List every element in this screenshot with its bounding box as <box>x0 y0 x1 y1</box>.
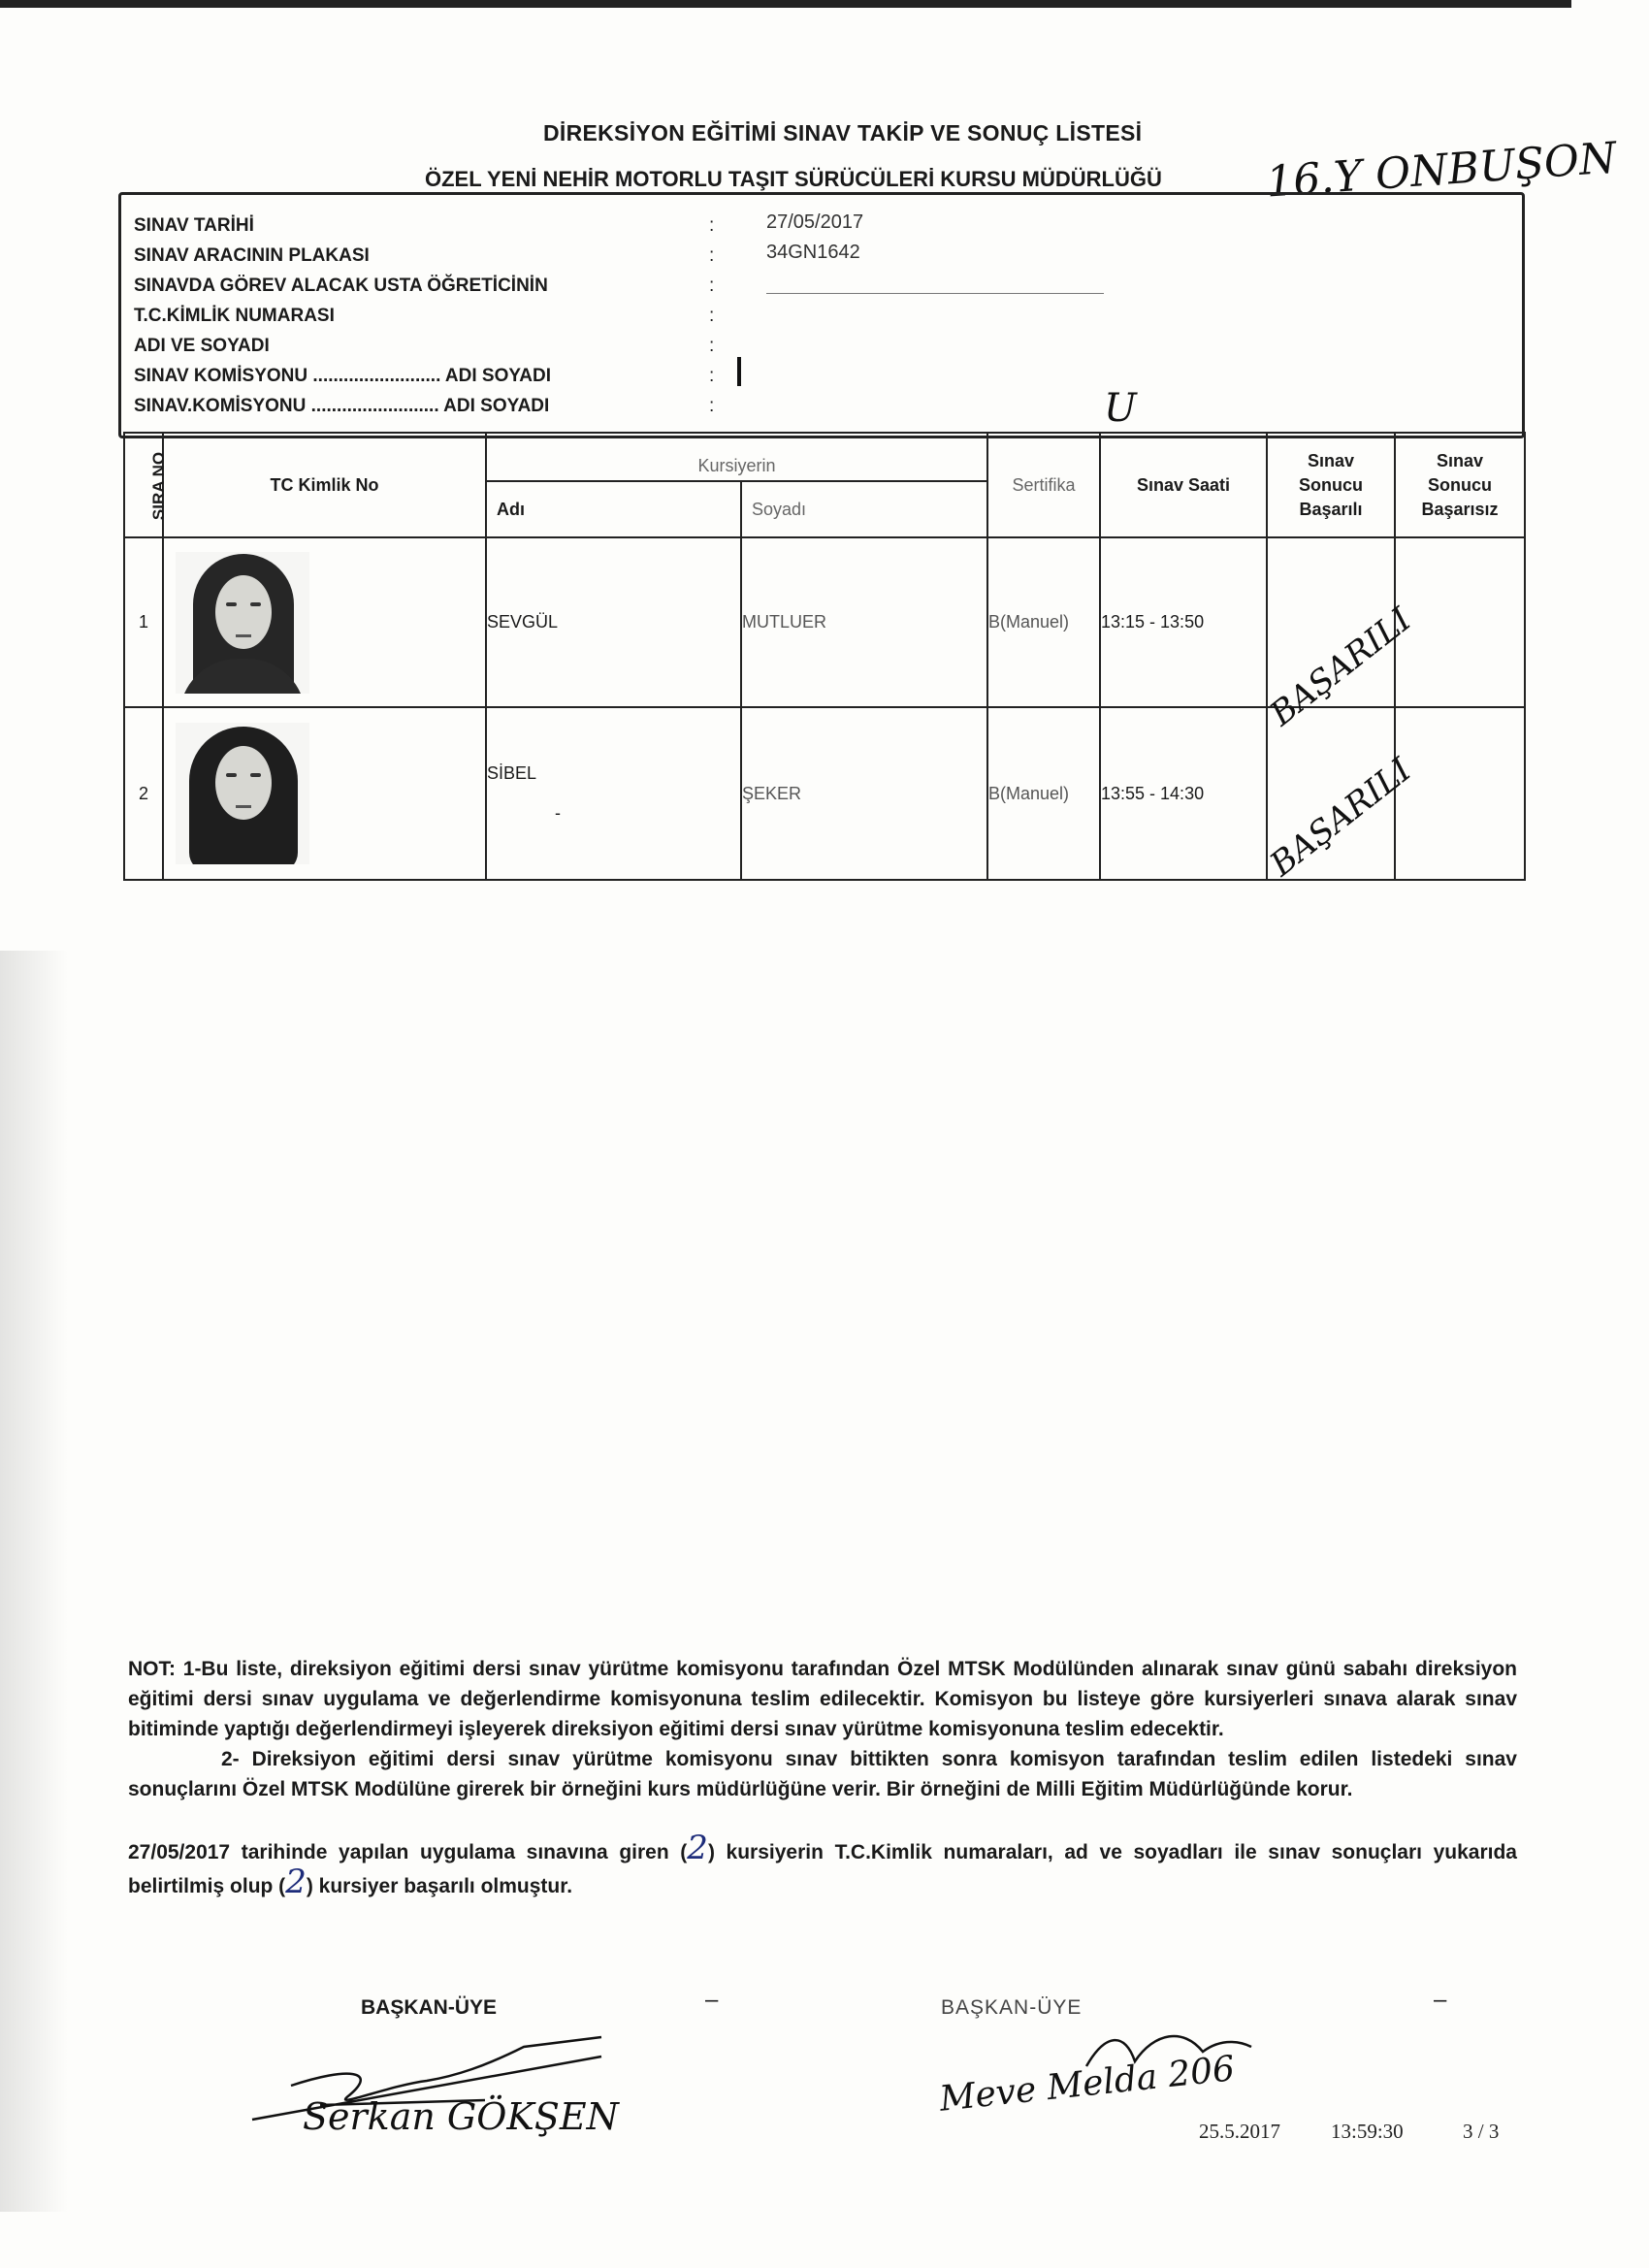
first-name-cell <box>486 707 741 880</box>
certificate: B(Manuel) <box>987 707 1100 880</box>
handwritten-count: 2 <box>687 1829 708 1867</box>
colon: : <box>709 336 715 356</box>
handwritten-count: 2 <box>285 1863 307 1901</box>
handwritten-mark: U <box>1104 386 1137 431</box>
tc-label: T.C.KİMLİK NUMARASI <box>134 306 335 326</box>
colon: : <box>709 245 715 266</box>
signature-label-right: BAŞKAN-ÜYE <box>941 1996 1083 2019</box>
underline <box>766 293 1104 294</box>
plate-label: SINAV ARACININ PLAKASI <box>134 245 370 266</box>
colon: : <box>709 396 715 416</box>
colon: : <box>709 306 715 326</box>
plate-value: 34GN1642 <box>766 242 860 263</box>
header-basarisiz: Sınav Sonucu Başarısız <box>1395 433 1525 537</box>
handwritten-result: BAŞARILI <box>1263 750 1419 885</box>
exam-date-value: 27/05/2017 <box>766 211 864 233</box>
instructor-label: SINAVDA GÖREV ALACAK USTA ÖĞRETİCİNİN <box>134 275 548 296</box>
summary-paragraph: 27/05/2017 tarihinde yapılan uygulama sınavına giren (2) kursiyerin T.C.Kimlik numaraları, ad ve soyadları ile sınav sonuçları yukarıda belirtilmiş olup (2) kursiyer başarılı olmuştur. <box>128 1829 1517 1901</box>
candidate-photo <box>176 723 309 864</box>
row-number: 2 <box>124 707 163 880</box>
handwritten-result: BAŞARILI <box>1263 599 1419 734</box>
footer-time: 13:59:30 <box>1331 2120 1404 2143</box>
first-name: SİBEL <box>487 763 537 783</box>
signature-name-right: Meve Melda 206 <box>937 2049 1237 2120</box>
header-kursiyer: Kursiyerin <box>486 433 987 481</box>
header-soyadi: Soyadı <box>741 481 987 537</box>
result-fail-cell <box>1395 537 1525 707</box>
dash: – <box>705 1987 719 2013</box>
first-name: SEVGÜL <box>486 537 741 707</box>
exam-time: 13:15 - 13:50 <box>1100 537 1267 707</box>
commission2-label: SINAV.KOMİSYONU ......................... ADI SOYADI <box>134 396 550 416</box>
document-title: DİREKSİYON EĞİTİMİ SINAV TAKİP VE SONUÇ LİSTESİ <box>543 120 1143 146</box>
header-tc: TC Kimlik No <box>163 433 486 537</box>
certificate: B(Manuel) <box>987 537 1100 707</box>
last-name: MUTLUER <box>741 537 987 707</box>
colon: : <box>709 366 715 386</box>
header-sertifika: Sertifika <box>987 433 1100 537</box>
signature-name-left: Serkan GÖKŞEN <box>303 2095 619 2138</box>
signature-label-left: BAŞKAN-ÜYE <box>361 1996 498 2019</box>
header-sira-no: SIRA NO <box>124 433 163 537</box>
dash-mark: - <box>555 803 561 823</box>
candidate-photo <box>176 552 309 694</box>
tc-cell <box>163 707 486 880</box>
footer-page: 3 / 3 <box>1463 2120 1500 2143</box>
colon: : <box>709 215 715 236</box>
note-paragraph-1: NOT: 1-Bu liste, direksiyon eğitimi dersi sınav yürütme komisyonu tarafından Özel MTSK Modülünden alınarak sınav günü sabahı direksiyon eğitimi dersi sınav uygulama ve değerlendirme komisyonuna teslim edilecektir. Komisyon bu listeye göre kursiyerleri sınava alarak sınav bitiminde yaptığı değerlendirmeyi işleyerek direksiyon eğitimi dersi sınav yürütme komisyonuna teslim edecektir. <box>128 1658 1517 1740</box>
handwritten-reference: 16.Y ONBUŞON <box>1264 133 1619 208</box>
header-adi: Adı <box>486 481 741 537</box>
row-number: 1 <box>124 537 163 707</box>
exam-date-label: SINAV TARİHİ <box>134 215 254 236</box>
commission1-label: SINAV KOMİSYONU ......................... ADI SOYADI <box>134 366 552 386</box>
header-saat: Sınav Saati <box>1100 433 1267 537</box>
tc-cell <box>163 537 486 707</box>
dash: – <box>1434 1987 1447 2013</box>
colon: : <box>709 275 715 296</box>
footer-date: 25.5.2017 <box>1199 2120 1280 2143</box>
scan-shadow <box>0 951 68 2212</box>
pen-mark <box>737 357 741 386</box>
note-paragraph-2: 2- Direksiyon eğitimi dersi sınav yürütme komisyonu sınav bittikten sonra komisyon tarafından teslim edilen listedeki sınav sonuçlarını Özel MTSK Modülüne girerek bir örneğini kurs müdürlüğüne verir. Bir örneğini de Milli Eğitim Müdürlüğünde korur. <box>128 1748 1517 1800</box>
note-section <box>128 1654 1517 1901</box>
document-subtitle: ÖZEL YENİ NEHİR MOTORLU TAŞIT SÜRÜCÜLERİ KURSU MÜDÜRLÜĞÜ <box>425 167 1162 191</box>
scan-top-edge <box>0 0 1571 8</box>
header-basarili: Sınav Sonucu Başarılı <box>1267 433 1395 537</box>
last-name: ŞEKER <box>741 707 987 880</box>
exam-time: 13:55 - 14:30 <box>1100 707 1267 880</box>
name-label: ADI VE SOYADI <box>134 336 270 356</box>
result-fail-cell <box>1395 707 1525 880</box>
